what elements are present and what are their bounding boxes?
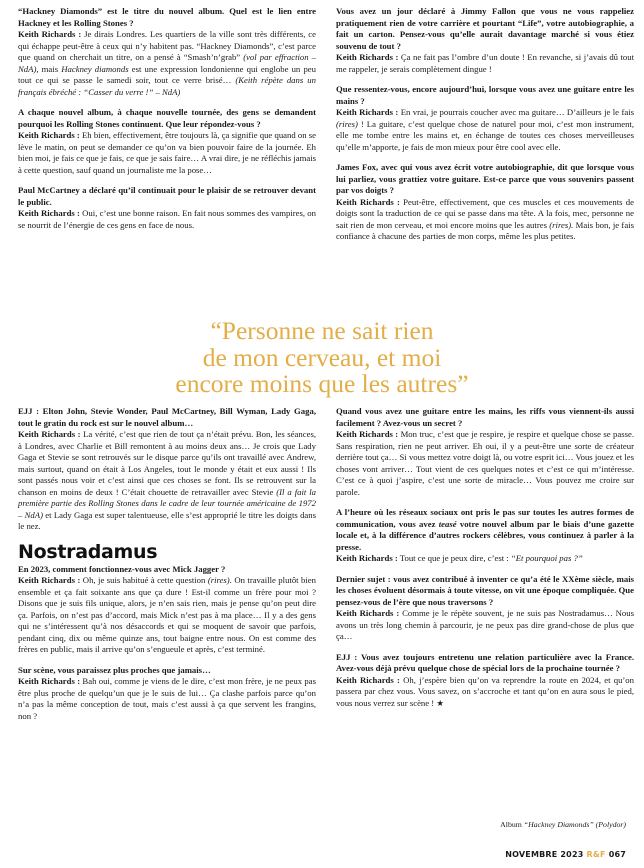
question-emphasis: teasé	[438, 518, 457, 529]
question: votre nouvel album par le biais d’une gazette locale et, à la différence d’autres rockers célèbres, vous continuez à parler à la presse.	[336, 518, 635, 552]
question: A chaque nouvel album, à chaque nouvelle tournée, des gens se demandent pourquoi les Rolling Stones continuent. Que leur répondez-vous ?	[18, 107, 316, 129]
question: En 2023, comment fonctionnez-vous avec Mick Jagger ?	[18, 563, 226, 574]
question: James Fox, avec qui vous avez écrit votre autobiographie, dit que lorsque vous lui parliez, vous grattiez votre guitare. Est-ce parce que vous souvenirs passent par vos doigts ?	[336, 162, 634, 195]
answer-aside: (Keith répète dans un français ébréché : “Casser du verre !” – NdA)	[18, 75, 316, 97]
qa-block	[18, 665, 316, 723]
answer-aside: Hackney diamonds	[61, 63, 129, 74]
answer: En vrai, je pourrais coucher avec ma guitare… D’ailleurs je le fais	[398, 107, 635, 117]
speaker: Keith Richards :	[336, 608, 400, 618]
answer-aside: (vol par effraction – NdA),	[18, 52, 316, 74]
album-credit	[500, 820, 626, 829]
answer: Mais bon, je fais confiance à chacune des parties de mon corps, même les plus petites.	[336, 219, 634, 241]
answer: et Lady Gaga est super talentueuse, elle s’est approprié le titre les doigts dans le nez.	[18, 509, 316, 531]
speaker: Keith Richards :	[336, 107, 399, 117]
speaker: Keith Richards :	[18, 208, 80, 218]
answer-aside: (Il a fait la première partie des Rolling Stones dans le cadre de leur tournée américaine de 1972 – NdA)	[18, 486, 316, 520]
answer: ! La guitare, c’est quelque chose de naturel pour moi, c’est mon instrument, elle me tombe entre les mains et, en échange de toutes ces choses merveilleuses qu’elle m’apporte, je fais de mon mieux pour être cool avec elle.	[336, 118, 634, 152]
speaker: Keith Richards :	[18, 429, 81, 439]
qa-block	[336, 574, 634, 643]
question: Paul McCartney a déclaré qu’il continuait pour le plaisir de se retrouver devant le public.	[18, 185, 316, 207]
qa-block	[18, 564, 316, 656]
question: Sur scène, vous paraissez plus proches que jamais…	[18, 664, 211, 675]
column-top-left	[18, 6, 316, 240]
qa-block	[336, 507, 634, 565]
question: Vous avez un jour déclaré à Jimmy Fallon que vous ne vous rappeliez pratiquement rien de votre carrière et pourtant “Life”, votre autobiographie, a fait un carton. Pensez-vous qu’elle aurait davantage marché si vous étiez souvenu de tout ?	[336, 6, 634, 51]
answer: La vérité, c’est que rien de tout ça n’était prévu. Bon, les séances, à Londres, avec Charlie et Bill remontent à au moins deux ans… Je crois que Lady Gaga et Stevie se sont retrouvés sur le disque parce qu’ils ont travaillé avec Andrew, mais surtout, quand on était à Los Angeles, tout le monde y était et eux aussi ! Ils sont passés nous voir et c’est ainsi que ces choses se font. Ils se retrouvent sur la chanson en moins de deux ! C’était chouette de retravailler avec Stevie	[18, 429, 316, 497]
answer-aside: (rires).	[207, 575, 232, 585]
speaker: Keith Richards :	[336, 429, 399, 439]
answer-aside: “Et pourquoi pas ?”	[510, 553, 583, 563]
pull-quote-line: “Personne ne sait rien	[210, 316, 434, 345]
question: A l’heure où les réseaux sociaux ont pris le pas sur toutes les autres formes de communication, vous avez	[336, 507, 634, 529]
section-heading: Nostradamus	[18, 540, 158, 563]
answer: Oh, je suis habitué à cette question	[80, 575, 208, 585]
speaker: Keith Richards :	[336, 674, 400, 685]
speaker: Keith Richards :	[336, 52, 399, 62]
answer: On travaille plutôt bien ensemble et ça fait soixante ans que ça dure ! Est-il comme un frère pour moi ? Disons que je suis fils unique, alors, je n’en sais rien, mais je pense qu’on peut dire ça. Parfois, on n’est pas d’accord, mais Mick n’est pas à ma place… Il y a des gens qui ne s’intéressent qu’à nos désaccords et qui se moquent de savoir que parfois, pendant cinq, dix ou même quinze ans, tout baigne entre nous. On est comme des frères en public, mais il arrive qu’on s’engueule et après, c’est terminé.	[18, 575, 316, 654]
qa-block	[18, 107, 316, 176]
question: EJJ : Vous avez toujours entretenu une relation particulière avec la France. Avez-vous déjà prévu quelque chose de spécial lors de la prochaine tournée ?	[336, 651, 634, 673]
pull-quote-line: de mon cerveau, et moi	[202, 342, 442, 372]
speaker: Keith Richards :	[18, 29, 82, 39]
answer: Tout ce que je peux dire, c’est :	[397, 553, 511, 563]
page-number: 067	[608, 850, 626, 859]
credit-title: “Hackney Diamonds”	[523, 820, 594, 829]
answer: est une expression londonienne qui englobe un peu tout ce qui se passe le samedi soir, tout ce verre brisé…	[18, 63, 316, 85]
qa-block	[18, 406, 316, 533]
answer: Comme je le répète souvent, je ne suis pas Nostradamus… Nous avons un très long chemin à parcourir, je ne peux pas dire grand-chose de plus que ça…	[336, 608, 635, 641]
qa-block	[336, 84, 634, 153]
answer: Ça ne fait pas l’ombre d’un doute ! En revanche, si j’avais dû tout me rappeler, je serais complètement dingue !	[336, 52, 634, 74]
qa-block	[336, 6, 634, 75]
column-top-right	[336, 6, 634, 252]
question: Quand vous avez une guitare entre les mains, les riffs vous viennent-ils aussi facilement ? Avez-vous un secret ?	[336, 406, 634, 428]
speaker: Keith Richards :	[336, 553, 398, 563]
answer: Oui, c’est une bonne raison. En fait nous sommes des vampires, on se nourrit de l’énergie de ces gens en face de nous.	[18, 208, 316, 230]
question: “Hackney Diamonds” est le titre du nouvel album. Quel est le lien entre Hackney et les Rolling Stones ?	[18, 6, 316, 28]
answer-aside: (rires).	[549, 219, 574, 230]
credit-label: (Polydor)	[593, 820, 626, 829]
qa-block	[18, 6, 316, 98]
credit-label: Album	[500, 820, 524, 829]
question: Dernier sujet : vous avez contribué à inventer ce qu’a été le XXème siècle, mais les choses évoluent désormais à toute vitesse, on vit une époque compliquée. Que pensez-vous de l’ère que nous traversons ?	[336, 573, 634, 607]
column-bottom-right	[336, 406, 634, 718]
answer: mais	[38, 63, 62, 74]
answer: Eh bien, effectivement, être toujours là, ça signifie que quand on se lève le matin, on peut se demander ce qu’on va bien pouvoir faire de la journée. Eh bien moi, je fais ce que je fais, ce que je sais faire… A vrai dire, je ne réfléchis jamais à cette question, sauf quand un journaliste me la pose…	[18, 130, 316, 175]
qa-block	[336, 406, 634, 498]
qa-block	[336, 652, 634, 710]
answer: Je dirais Londres. Les quartiers de la ville sont très différents, ce qui échappe peut-être à ceux qui n’y habitent pas. “Hackney Diamonds”, c’est parce que quand on cherchait un titre, on a pensé à “Smash’n’grab”	[18, 29, 316, 62]
speaker: Keith Richards :	[18, 676, 81, 686]
speaker: Keith Richards :	[18, 575, 81, 585]
magazine-brand: R&F	[586, 850, 606, 859]
answer: Peut-être, effectivement, que ces muscles et ces mouvements de doigts sont la traduction de ce qui se passe dans ma tête. A la fois, mec, personne ne sait rien de mon cerveau, et moi encore moins que les autres	[336, 196, 634, 230]
answer: Mon truc, c’est que je respire, je respire et quelque chose se passe. Sans respiration, rien ne peut arriver. Eh oui, il y a peut-être une sorte de créateur derrière tout ça… Si vous mettez votre doigt là, ou votre esprit ici… Vous jouez et les choses vont arriver… Tout vient de ces quelques notes et c’est ce qui m’intéresse. C’est ce à quoi j’aspire, c’est une sorte de miracle… Vous pouvez me croire sur parole.	[336, 429, 634, 497]
answer: Bah oui, comme je viens de le dire, c’est mon frère, je ne peux pas être plus proche de quelqu’un que je le suis de lui… Ça clashe parfois parce qu’on n’a pas la même conception de tout, mais c’est aussi à ça que servent les frangins, non ?	[18, 676, 316, 721]
speaker: Keith Richards :	[336, 196, 400, 207]
page-footer	[505, 850, 626, 859]
question: Que ressentez-vous, encore aujourd’hui, lorsque vous avez une guitare entre les mains ?	[336, 84, 634, 106]
answer: Oh, j’espère bien qu’on va reprendre la route en 2024, et qu’on passera par chez vous. Vous savez, on s’accroche et tant qu’on en aura sous le pied, vous nous verrez sur scène ! ★	[336, 674, 634, 708]
column-bottom-left	[18, 406, 316, 731]
question: EJJ : Elton John, Stevie Wonder, Paul McCartney, Bill Wyman, Lady Gaga, tout le gratin du rock est sur le nouvel album…	[18, 406, 316, 428]
qa-block	[18, 185, 316, 231]
answer-aside: (rires)	[336, 118, 358, 129]
issue-date: NOVEMBRE 2023	[505, 850, 584, 859]
qa-block	[336, 162, 634, 243]
pull-quote-line: encore moins que les autres”	[175, 369, 469, 398]
speaker: Keith Richards :	[18, 130, 80, 140]
pull-quote	[60, 318, 584, 398]
